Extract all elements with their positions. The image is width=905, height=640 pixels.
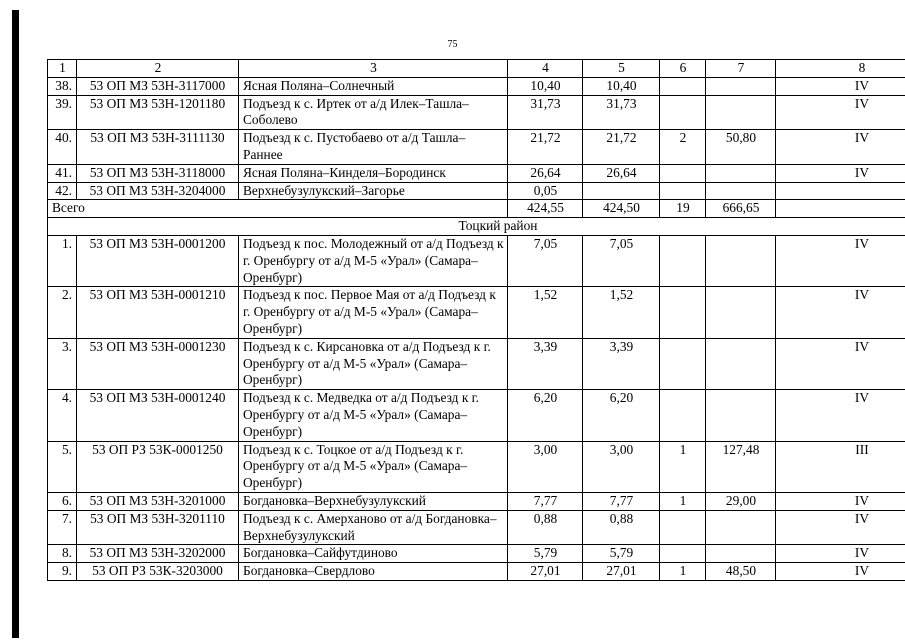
road-code-cell: 53 ОП МЗ 53Н-3117000 xyxy=(77,77,239,95)
section-row xyxy=(48,218,905,236)
row-number-cell: 1. xyxy=(48,235,77,286)
row-number-cell: 5. xyxy=(48,441,77,492)
road-name-cell: Верхнебузулукский–Загорье xyxy=(239,182,508,200)
bridges-count-cell xyxy=(660,95,706,130)
length-paved-cell: 5,79 xyxy=(583,545,660,563)
length-paved-cell: 7,05 xyxy=(583,235,660,286)
road-category-cell: IV xyxy=(776,563,905,581)
bridges-count-cell xyxy=(660,338,706,389)
road-code-cell: 53 ОП МЗ 53Н-0001210 xyxy=(77,287,239,338)
bridges-length-cell xyxy=(706,77,776,95)
length-paved-cell: 26,64 xyxy=(583,164,660,182)
page-number: 75 xyxy=(447,39,458,50)
table-row xyxy=(48,287,905,338)
column-header: 6 xyxy=(660,60,706,78)
row-number-cell: 42. xyxy=(48,182,77,200)
table-row xyxy=(48,130,905,165)
length-total-cell: 0,05 xyxy=(508,182,583,200)
road-category-cell: IV xyxy=(776,510,905,545)
road-name-cell: Ясная Поляна–Солнечный xyxy=(239,77,508,95)
column-header: 2 xyxy=(77,60,239,78)
road-name-cell: Ясная Поляна–Кинделя–Бородинск xyxy=(239,164,508,182)
table-row xyxy=(48,95,905,130)
binding-edge xyxy=(12,10,19,638)
table-row xyxy=(48,182,905,200)
row-number-cell: 39. xyxy=(48,95,77,130)
length-total-cell: 27,01 xyxy=(508,563,583,581)
table-row xyxy=(48,164,905,182)
bridges-count-cell: 2 xyxy=(660,130,706,165)
road-name-cell: Подъезд к пос. Первое Мая от а/д Подъезд к г. Оренбургу от а/д М-5 «Урал» (Самара–Оренбург) xyxy=(239,287,508,338)
row-number-cell: 9. xyxy=(48,563,77,581)
table-row xyxy=(48,338,905,389)
length-total-cell: 1,52 xyxy=(508,287,583,338)
length-total-cell: 21,72 xyxy=(508,130,583,165)
road-category-cell: IV xyxy=(776,390,905,441)
row-number-cell: 3. xyxy=(48,338,77,389)
length-paved-cell: 31,73 xyxy=(583,95,660,130)
bridges-length-cell xyxy=(706,182,776,200)
bridges-count-cell xyxy=(660,235,706,286)
length-total-cell: 3,39 xyxy=(508,338,583,389)
road-name-cell: Подъезд к пос. Молодежный от а/д Подъезд к г. Оренбургу от а/д М-5 «Урал» (Самара–Оренбург) xyxy=(239,235,508,286)
road-code-cell: 53 ОП МЗ 53Н-3204000 xyxy=(77,182,239,200)
table-row xyxy=(48,563,905,581)
length-total-cell: 5,79 xyxy=(508,545,583,563)
total-label: Всего xyxy=(48,200,508,218)
section-title: Тоцкий район xyxy=(48,218,905,236)
road-code-cell: 53 ОП МЗ 53Н-3118000 xyxy=(77,164,239,182)
road-code-cell: 53 ОП МЗ 53Н-3201000 xyxy=(77,492,239,510)
road-code-cell: 53 ОП МЗ 53Н-3201110 xyxy=(77,510,239,545)
total-length-paved: 424,50 xyxy=(583,200,660,218)
table-row xyxy=(48,545,905,563)
road-code-cell: 53 ОП МЗ 53Н-3111130 xyxy=(77,130,239,165)
road-name-cell: Подъезд к с. Иртек от а/д Илек–Ташла–Соболево xyxy=(239,95,508,130)
bridges-length-cell xyxy=(706,510,776,545)
bridges-length-cell: 50,80 xyxy=(706,130,776,165)
road-category-cell xyxy=(776,182,905,200)
road-category-cell: III xyxy=(776,441,905,492)
bridges-count-cell xyxy=(660,545,706,563)
total-category xyxy=(776,200,905,218)
road-category-cell: IV xyxy=(776,130,905,165)
road-category-cell: IV xyxy=(776,235,905,286)
table-row xyxy=(48,77,905,95)
road-name-cell: Богдановка–Верхнебузулукский xyxy=(239,492,508,510)
length-total-cell: 7,05 xyxy=(508,235,583,286)
road-category-cell: IV xyxy=(776,77,905,95)
table-row xyxy=(48,492,905,510)
road-code-cell: 53 ОП МЗ 53Н-3202000 xyxy=(77,545,239,563)
total-bridges-length: 666,65 xyxy=(706,200,776,218)
road-name-cell: Подъезд к с. Кирсановка от а/д Подъезд к г. Оренбургу от а/д М-5 «Урал» (Самара–Оренбург) xyxy=(239,338,508,389)
bridges-count-cell: 1 xyxy=(660,563,706,581)
road-code-cell: 53 ОП РЗ 53К-0001250 xyxy=(77,441,239,492)
length-paved-cell xyxy=(583,182,660,200)
bridges-count-cell: 1 xyxy=(660,441,706,492)
column-header: 5 xyxy=(583,60,660,78)
bridges-length-cell: 29,00 xyxy=(706,492,776,510)
row-number-cell: 2. xyxy=(48,287,77,338)
length-total-cell: 0,88 xyxy=(508,510,583,545)
bridges-count-cell xyxy=(660,287,706,338)
bridges-count-cell xyxy=(660,510,706,545)
roads-table xyxy=(47,59,905,581)
length-paved-cell: 10,40 xyxy=(583,77,660,95)
row-number-cell: 7. xyxy=(48,510,77,545)
length-paved-cell: 0,88 xyxy=(583,510,660,545)
bridges-length-cell: 127,48 xyxy=(706,441,776,492)
bridges-length-cell xyxy=(706,287,776,338)
length-total-cell: 6,20 xyxy=(508,390,583,441)
length-paved-cell: 6,20 xyxy=(583,390,660,441)
column-header: 4 xyxy=(508,60,583,78)
length-total-cell: 7,77 xyxy=(508,492,583,510)
road-code-cell: 53 ОП МЗ 53Н-0001200 xyxy=(77,235,239,286)
row-number-cell: 4. xyxy=(48,390,77,441)
bridges-count-cell xyxy=(660,182,706,200)
road-code-cell: 53 ОП МЗ 53Н-0001230 xyxy=(77,338,239,389)
total-length-total: 424,55 xyxy=(508,200,583,218)
road-code-cell: 53 ОП РЗ 53К-3203000 xyxy=(77,563,239,581)
total-bridges-count: 19 xyxy=(660,200,706,218)
row-number-cell: 6. xyxy=(48,492,77,510)
road-category-cell: IV xyxy=(776,164,905,182)
length-paved-cell: 21,72 xyxy=(583,130,660,165)
road-category-cell: IV xyxy=(776,338,905,389)
column-header: 3 xyxy=(239,60,508,78)
road-category-cell: IV xyxy=(776,287,905,338)
row-number-cell: 40. xyxy=(48,130,77,165)
length-paved-cell: 27,01 xyxy=(583,563,660,581)
road-name-cell: Подъезд к с. Медведка от а/д Подъезд к г. Оренбургу от а/д М-5 «Урал» (Самара–Оренбург) xyxy=(239,390,508,441)
table-row xyxy=(48,510,905,545)
column-header: 8 xyxy=(776,60,905,78)
length-paved-cell: 3,00 xyxy=(583,441,660,492)
length-total-cell: 31,73 xyxy=(508,95,583,130)
road-name-cell: Подъезд к с. Амерханово от а/д Богдановка–Верхнебузулукский xyxy=(239,510,508,545)
bridges-length-cell xyxy=(706,545,776,563)
length-paved-cell: 3,39 xyxy=(583,338,660,389)
length-total-cell: 10,40 xyxy=(508,77,583,95)
bridges-length-cell xyxy=(706,338,776,389)
table-row xyxy=(48,390,905,441)
table-row xyxy=(48,235,905,286)
road-name-cell: Богдановка–Свердлово xyxy=(239,563,508,581)
road-category-cell: IV xyxy=(776,492,905,510)
bridges-count-cell: 1 xyxy=(660,492,706,510)
bridges-count-cell xyxy=(660,77,706,95)
table-row xyxy=(48,441,905,492)
road-name-cell: Подъезд к с. Пустобаево от а/д Ташла–Раннее xyxy=(239,130,508,165)
road-code-cell: 53 ОП МЗ 53Н-1201180 xyxy=(77,95,239,130)
bridges-length-cell xyxy=(706,95,776,130)
road-name-cell: Подъезд к с. Тоцкое от а/д Подъезд к г. Оренбургу от а/д М-5 «Урал» (Самара–Оренбург) xyxy=(239,441,508,492)
bridges-length-cell: 48,50 xyxy=(706,563,776,581)
road-category-cell: IV xyxy=(776,95,905,130)
length-total-cell: 3,00 xyxy=(508,441,583,492)
bridges-length-cell xyxy=(706,390,776,441)
length-paved-cell: 7,77 xyxy=(583,492,660,510)
length-paved-cell: 1,52 xyxy=(583,287,660,338)
bridges-length-cell xyxy=(706,164,776,182)
length-total-cell: 26,64 xyxy=(508,164,583,182)
row-number-cell: 38. xyxy=(48,77,77,95)
road-category-cell: IV xyxy=(776,545,905,563)
row-number-cell: 8. xyxy=(48,545,77,563)
row-number-cell: 41. xyxy=(48,164,77,182)
column-header: 1 xyxy=(48,60,77,78)
bridges-count-cell xyxy=(660,390,706,441)
total-row xyxy=(48,200,905,218)
bridges-length-cell xyxy=(706,235,776,286)
column-header: 7 xyxy=(706,60,776,78)
road-name-cell: Богдановка–Сайфутдиново xyxy=(239,545,508,563)
bridges-count-cell xyxy=(660,164,706,182)
road-code-cell: 53 ОП МЗ 53Н-0001240 xyxy=(77,390,239,441)
table-body xyxy=(48,60,905,581)
header-row xyxy=(48,60,905,78)
